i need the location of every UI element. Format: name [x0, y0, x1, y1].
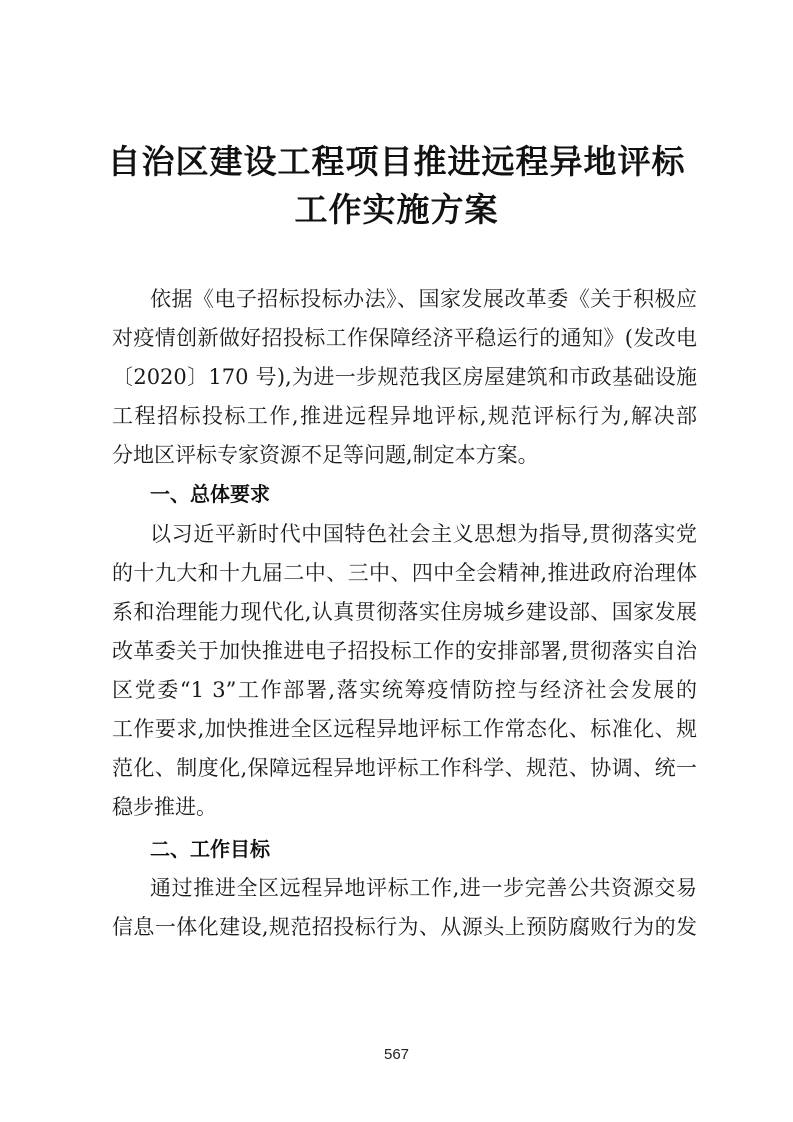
- paragraph-line: 范化、制度化,保障远程异地评标工作科学、规范、协调、统一: [112, 756, 697, 780]
- paragraph-line: 区党委“1 3”工作部署,落实统筹疫情防控与经济社会发展的: [112, 678, 697, 702]
- paragraph-line: 分地区评标专家资源不足等问题,制定本方案。: [112, 443, 539, 467]
- paragraph-line: 工程招标投标工作,推进远程异地评标,规范评标行为,解决部: [112, 404, 697, 428]
- paragraph-line: 〔2020〕170 号),为进一步规范我区房屋建筑和市政基础设施: [112, 365, 697, 389]
- paragraph-line: 稳步推进。: [112, 795, 217, 819]
- page-number: 567: [383, 1046, 410, 1063]
- paragraph-line: 通过推进全区远程异地评标工作,进一步完善公共资源交易: [150, 876, 697, 900]
- paragraph-line: 以习近平新时代中国特色社会主义思想为指导,贯彻落实党: [150, 522, 697, 546]
- paragraph-line: 信息一体化建设,规范招投标行为、从源头上预防腐败行为的发: [112, 915, 697, 939]
- paragraph-line: 依据《电子招标投标办法》、国家发展改革委《关于积极应: [150, 287, 697, 311]
- paragraph-line: 改革委关于加快推进电子招投标工作的安排部署,贯彻落实自治: [112, 639, 697, 663]
- section-heading-work-objectives: 二、工作目标: [150, 837, 270, 861]
- paragraph-line: 对疫情创新做好招投标工作保障经济平稳运行的通知》(发改电: [112, 326, 697, 350]
- document-title-line-2: 工作实施方案: [294, 190, 499, 229]
- document-title-line-1: 自治区建设工程项目推进远程异地评标: [107, 142, 686, 181]
- paragraph-line: 工作要求,加快推进全区远程异地评标工作常态化、标准化、规: [112, 717, 697, 741]
- section-heading-general-requirements: 一、总体要求: [150, 482, 270, 506]
- paragraph-line: 系和治理能力现代化,认真贯彻落实住房城乡建设部、国家发展: [112, 600, 697, 624]
- paragraph-line: 的十九大和十九届二中、三中、四中全会精神,推进政府治理体: [112, 561, 697, 585]
